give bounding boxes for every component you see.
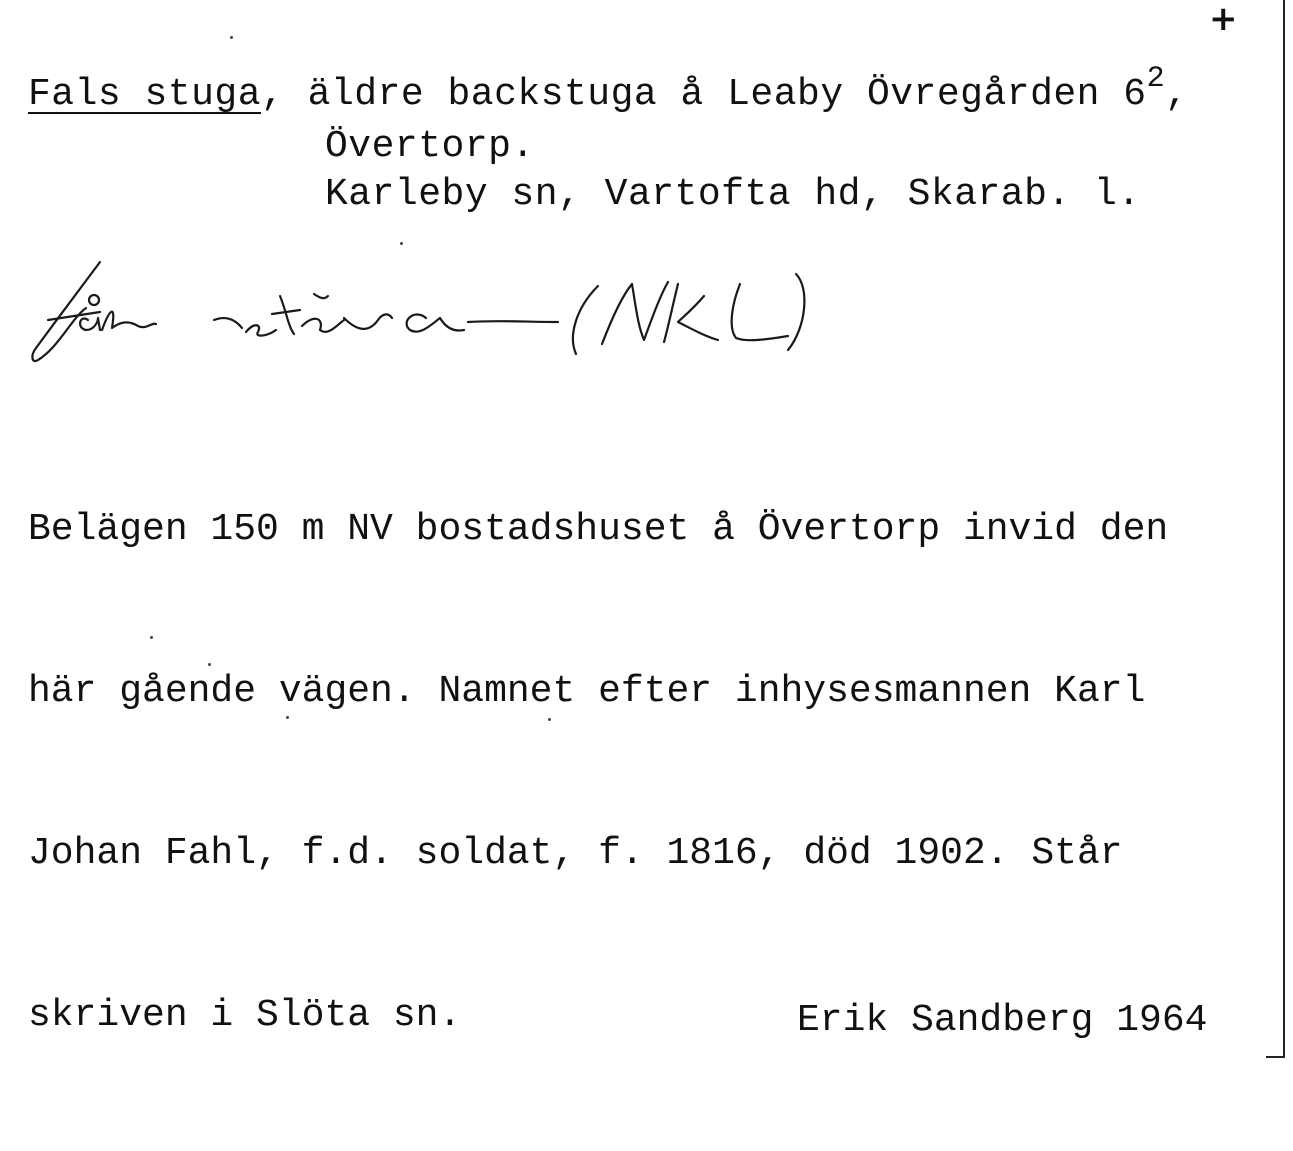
header-line-1-text: , äldre backstuga å Leaby Övregården 6 [261, 73, 1147, 116]
paper-speck [208, 663, 211, 666]
header-line-2: Övertorp. [325, 125, 535, 168]
paper-speck [286, 716, 289, 719]
paper-speck [400, 242, 403, 245]
farm-number-superscript: 2 [1146, 62, 1166, 96]
header-line-3: Karleby sn, Vartofta hd, Skarab. l. [325, 173, 1141, 216]
card-edge-right [1283, 0, 1285, 1058]
paper-speck [150, 636, 153, 639]
description-line: här gående vägen. Namnet efter inhysesmannen Karl [28, 670, 1146, 713]
paper-speck [548, 718, 551, 721]
description-line: Johan Fahl, f.d. soldat, f. 1816, död 1902. Står [28, 832, 1123, 875]
description-line: Belägen 150 m NV bostadshuset å Övertorp invid den [28, 508, 1169, 551]
description-line: skriven i Slöta sn. [28, 994, 462, 1037]
author-signature: Erik Sandberg 1964 [797, 999, 1208, 1042]
header-line-1 [28, 62, 1189, 122]
paper-speck [230, 36, 233, 39]
headword: Fals stuga [28, 73, 262, 116]
handwritten-pronunciation [28, 248, 818, 378]
corner-plus-mark: + [1209, 0, 1238, 39]
header-line-1-end: , [1165, 73, 1189, 116]
card-edge-bottom [1266, 1056, 1285, 1058]
